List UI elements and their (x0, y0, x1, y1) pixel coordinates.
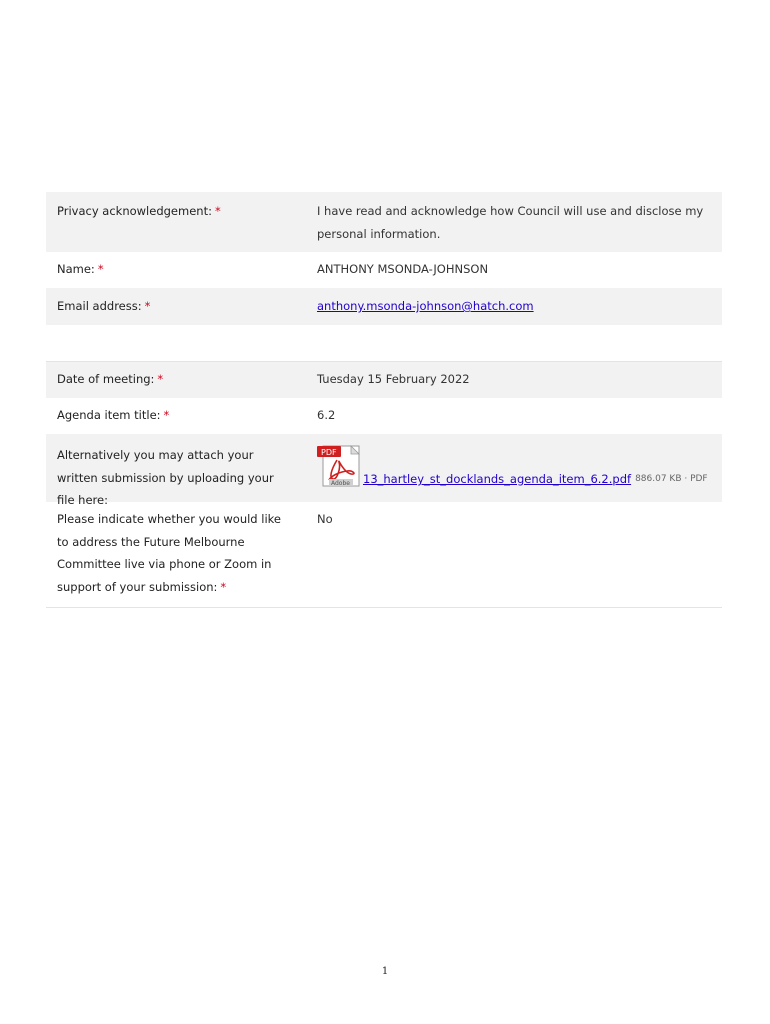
email-value (307, 295, 722, 325)
name-label (46, 258, 307, 288)
submission-form-table (46, 192, 722, 608)
agenda-value: 6.2 (317, 408, 336, 422)
privacy-label-text: Privacy acknowledgement: (57, 204, 212, 218)
date-value: Tuesday 15 February 2022 (317, 372, 470, 386)
address-committee-label-text: Please indicate whether you would like to address the Future Melbourne Committee live via phone or Zoom in support of your submission: (57, 512, 281, 594)
required-mark: * (97, 262, 104, 276)
privacy-value: I have read and acknowledge how Council will use and disclose my personal information. (317, 204, 704, 241)
required-mark: * (220, 579, 227, 594)
attachment-value (307, 444, 722, 502)
date-label (46, 368, 307, 398)
required-mark: * (214, 204, 221, 218)
email-label-text: Email address: (57, 299, 142, 313)
privacy-label (46, 200, 307, 252)
file-download-link[interactable]: 13_hartley_st_docklands_agenda_item_6.2.pdf (363, 472, 632, 486)
file-attachment (317, 444, 708, 488)
name-label-text: Name: (57, 262, 95, 276)
agenda-label-text: Agenda item title: (57, 408, 161, 422)
attachment-label: Alternatively you may attach your written submission by uploading your file here: (57, 448, 274, 508)
attachment-row (46, 434, 722, 508)
pdf-file-icon (317, 444, 363, 488)
agenda-label (46, 404, 307, 434)
address-committee-label (46, 508, 307, 607)
address-committee-value: No (317, 512, 333, 526)
email-link[interactable]: anthony.msonda-johnson@hatch.com (317, 299, 534, 313)
privacy-row (46, 192, 722, 252)
date-label-text: Date of meeting: (57, 372, 155, 386)
address-committee-row (46, 502, 722, 608)
page-number: 1 (381, 966, 389, 977)
required-mark: * (157, 372, 164, 386)
date-row (46, 361, 722, 398)
svg-text:PDF: PDF (321, 448, 337, 457)
agenda-row (46, 398, 722, 434)
section-spacer (46, 325, 722, 361)
required-mark: * (144, 299, 151, 313)
email-row (46, 288, 722, 325)
name-value: ANTHONY MSONDA-JOHNSON (317, 262, 489, 276)
svg-text:Adobe: Adobe (331, 480, 350, 487)
email-label (46, 295, 307, 325)
name-row (46, 252, 722, 288)
required-mark: * (163, 408, 170, 422)
file-meta: 886.07 KB · PDF (635, 474, 708, 484)
